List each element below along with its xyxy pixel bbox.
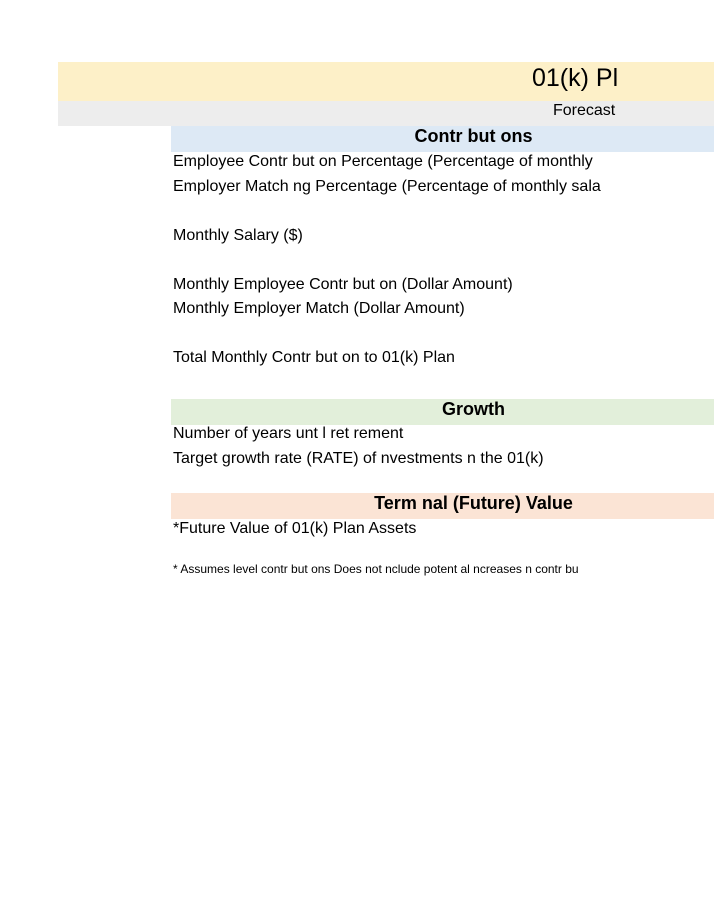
page-subtitle: Forecast — [553, 102, 616, 119]
employer-matching-pct-label: Employer Match ng Percentage (Percentage of monthly sala — [173, 178, 601, 195]
contributions-header — [171, 126, 714, 152]
target-growth-rate-label: Target growth rate (RATE) of nvestments n the 01(k) — [173, 450, 544, 467]
monthly-employer-match-label: Monthly Employer Match (Dollar Amount) — [173, 300, 465, 317]
monthly-salary-label: Monthly Salary ($) — [173, 227, 303, 244]
page-title: 01(k) Pl — [532, 64, 619, 92]
contributions-heading: Contr but ons — [414, 126, 533, 146]
subtitle-band — [58, 101, 714, 126]
monthly-employee-contribution-label: Monthly Employee Contr but on (Dollar Amount) — [173, 276, 513, 293]
employee-contribution-pct-label: Employee Contr but on Percentage (Percentage of monthly — [173, 153, 593, 170]
total-monthly-contribution-label: Total Monthly Contr but on to 01(k) Plan — [173, 349, 455, 366]
title-band — [58, 62, 714, 101]
future-value-label: *Future Value of 01(k) Plan Assets — [173, 520, 417, 537]
growth-heading: Growth — [442, 399, 505, 419]
years-until-retirement-label: Number of years unt l ret rement — [173, 425, 404, 442]
terminal-value-header — [171, 493, 714, 519]
terminal-value-heading: Term nal (Future) Value — [374, 493, 573, 513]
footnote: * Assumes level contr but ons Does not nclude potent al ncreases n contr bu — [173, 562, 579, 576]
growth-header — [171, 399, 714, 425]
